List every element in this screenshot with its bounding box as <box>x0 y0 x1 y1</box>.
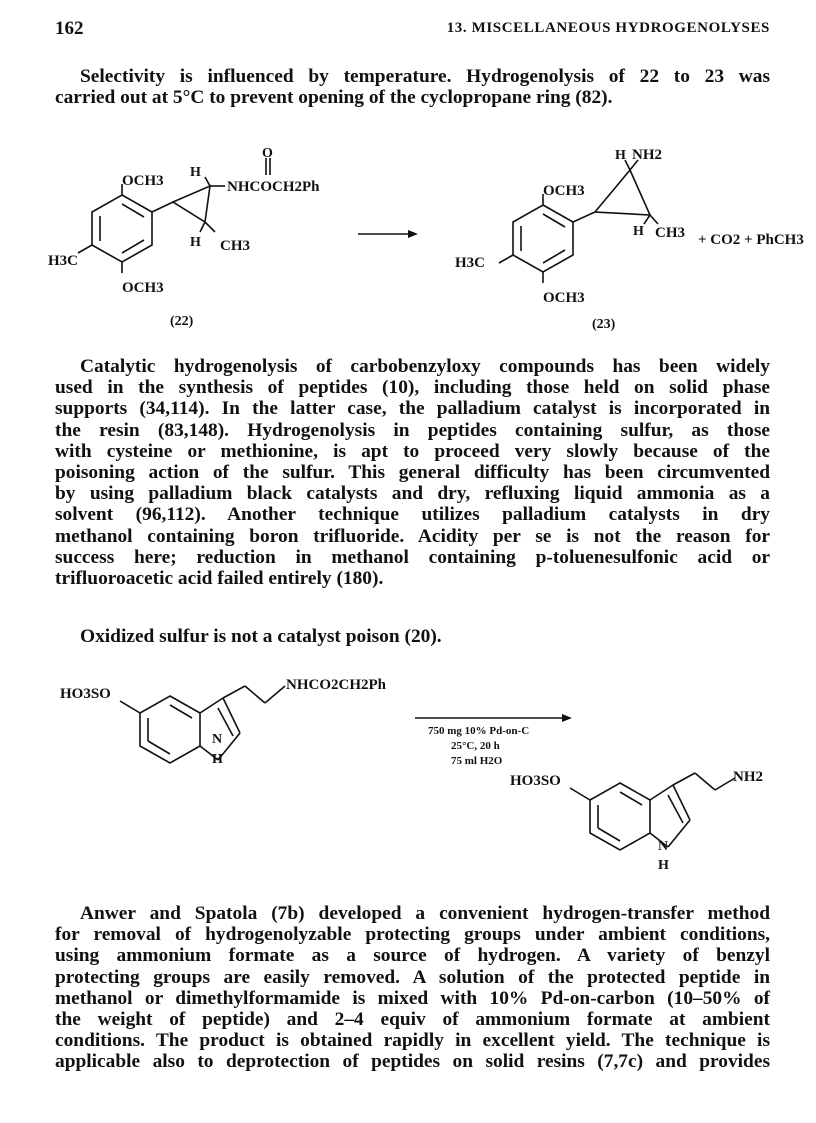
reaction-arrow <box>415 714 572 722</box>
text-line: carried out at 5°C to prevent opening of the cyclopropane ring (82). <box>55 87 613 109</box>
text-line: supports (34,114). In the latter case, the palladium catalyst is incorporated in <box>55 398 770 420</box>
h-bottom-label: H <box>633 224 644 239</box>
carbonyl-o-label: O <box>262 146 273 161</box>
och3-top-label: OCH3 <box>543 183 585 199</box>
reaction-scheme-cyclopropane <box>40 140 804 340</box>
paragraph-carbobenzyloxy <box>55 356 770 589</box>
text-line: Catalytic hydrogenolysis of carbobenzyloxy compounds has been widely <box>80 356 770 377</box>
indole-h-label: H <box>212 752 223 767</box>
text-line: for removal of hydrogenolyzable protecting groups under ambient conditions, <box>55 924 770 946</box>
text-line: using ammonium formate as a source of hydrogen. A variety of benzyl <box>55 945 770 967</box>
text-line: applicable also to deprotection of peptides on solid resins (7,7c) and provides <box>55 1051 770 1073</box>
text-line: Anwer and Spatola (7b) developed a convenient hydrogen-transfer method <box>80 903 770 924</box>
h3c-label: H3C <box>455 255 485 271</box>
ch3-label: CH3 <box>220 238 250 254</box>
paragraph-selectivity <box>55 66 770 108</box>
text-line: methanol containing boron trifluoride. Acidity per se is not the reason for <box>55 525 770 547</box>
och3-bottom-label: OCH3 <box>122 280 164 296</box>
ch3-label: CH3 <box>655 225 685 241</box>
nh2-label: NH2 <box>632 147 662 163</box>
compound-23-label: (23) <box>592 317 616 332</box>
condition-temperature: 25°C, 20 h <box>451 740 500 752</box>
text-line: success here; reduction in methanol containing p-toluenesulfonic acid or <box>55 546 770 568</box>
text-line: Oxidized sulfur is not a catalyst poison (20). <box>80 626 442 647</box>
h-top-label: H <box>190 165 201 180</box>
indole-product-structure <box>570 773 735 850</box>
paragraph-anwer-spatola <box>55 903 770 1073</box>
text-line: protecting groups are easily removed. A solution of the protected peptide in <box>55 966 770 988</box>
text-line: poisoning action of the sulfur. This general difficulty has been circumvented <box>55 462 770 484</box>
reaction-arrow <box>358 230 418 238</box>
condition-catalyst: 750 mg 10% Pd-on-C <box>428 725 530 737</box>
text-line: by using palladium black catalysts and dry, refluxing liquid ammonia as a <box>55 483 770 505</box>
running-head: 13. MISCELLANEOUS HYDROGENOLYSES <box>446 20 770 36</box>
indole-h-label: H <box>658 858 669 873</box>
compound-22-structure <box>78 158 270 273</box>
h-top-label: H <box>615 148 626 163</box>
paragraph-oxidized-sulfur <box>55 626 770 647</box>
text-line: Selectivity is influenced by temperature. Hydrogenolysis of 22 to 23 was <box>80 66 770 87</box>
text-line: with cysteine or methionine, is apt to proceed very slowly because of the <box>55 440 770 462</box>
h-bottom-label: H <box>190 235 201 250</box>
indole-n-label: N <box>212 732 223 747</box>
och3-top-label: OCH3 <box>122 173 164 189</box>
ho3so-label: HO3SO <box>510 773 561 789</box>
compound-23-structure <box>499 160 658 283</box>
text-line: used in the synthesis of peptides (10), including those held on solid phase <box>55 377 770 399</box>
indole-n-label: N <box>658 839 669 854</box>
side-chain-label: NHCO2CH2Ph <box>286 677 387 693</box>
reaction-scheme-indole <box>40 668 790 893</box>
compound-22-label: (22) <box>170 314 194 329</box>
page-number: 162 <box>55 18 84 39</box>
nh2-label: NH2 <box>733 769 763 785</box>
amide-group-label: NHCOCH2Ph <box>227 179 320 195</box>
page-header <box>55 18 770 42</box>
text-line: the resin (83,148). Hydrogenolysis in peptides containing sulfur, as those <box>55 419 770 441</box>
och3-bottom-label: OCH3 <box>543 290 585 306</box>
ho3so-label: HO3SO <box>60 686 111 702</box>
condition-solvent: 75 ml H2O <box>451 755 503 767</box>
text-line: the weight of peptide) and 2–4 equiv of ammonium formate at ambient <box>55 1009 770 1031</box>
indole-reactant-structure <box>120 686 285 763</box>
byproducts-label: + CO2 + PhCH3 <box>698 232 804 248</box>
text-line: conditions. The product is obtained rapidly in excellent yield. The technique is <box>55 1030 770 1052</box>
text-line: trifluoroacetic acid failed entirely (180). <box>55 568 384 590</box>
text-line: solvent (96,112). Another technique utilizes palladium catalysts in dry <box>55 504 770 526</box>
text-line: methanol or dimethylformamide is mixed with 10% Pd-on-carbon (10–50% of <box>55 987 770 1009</box>
h3c-label: H3C <box>48 253 78 269</box>
